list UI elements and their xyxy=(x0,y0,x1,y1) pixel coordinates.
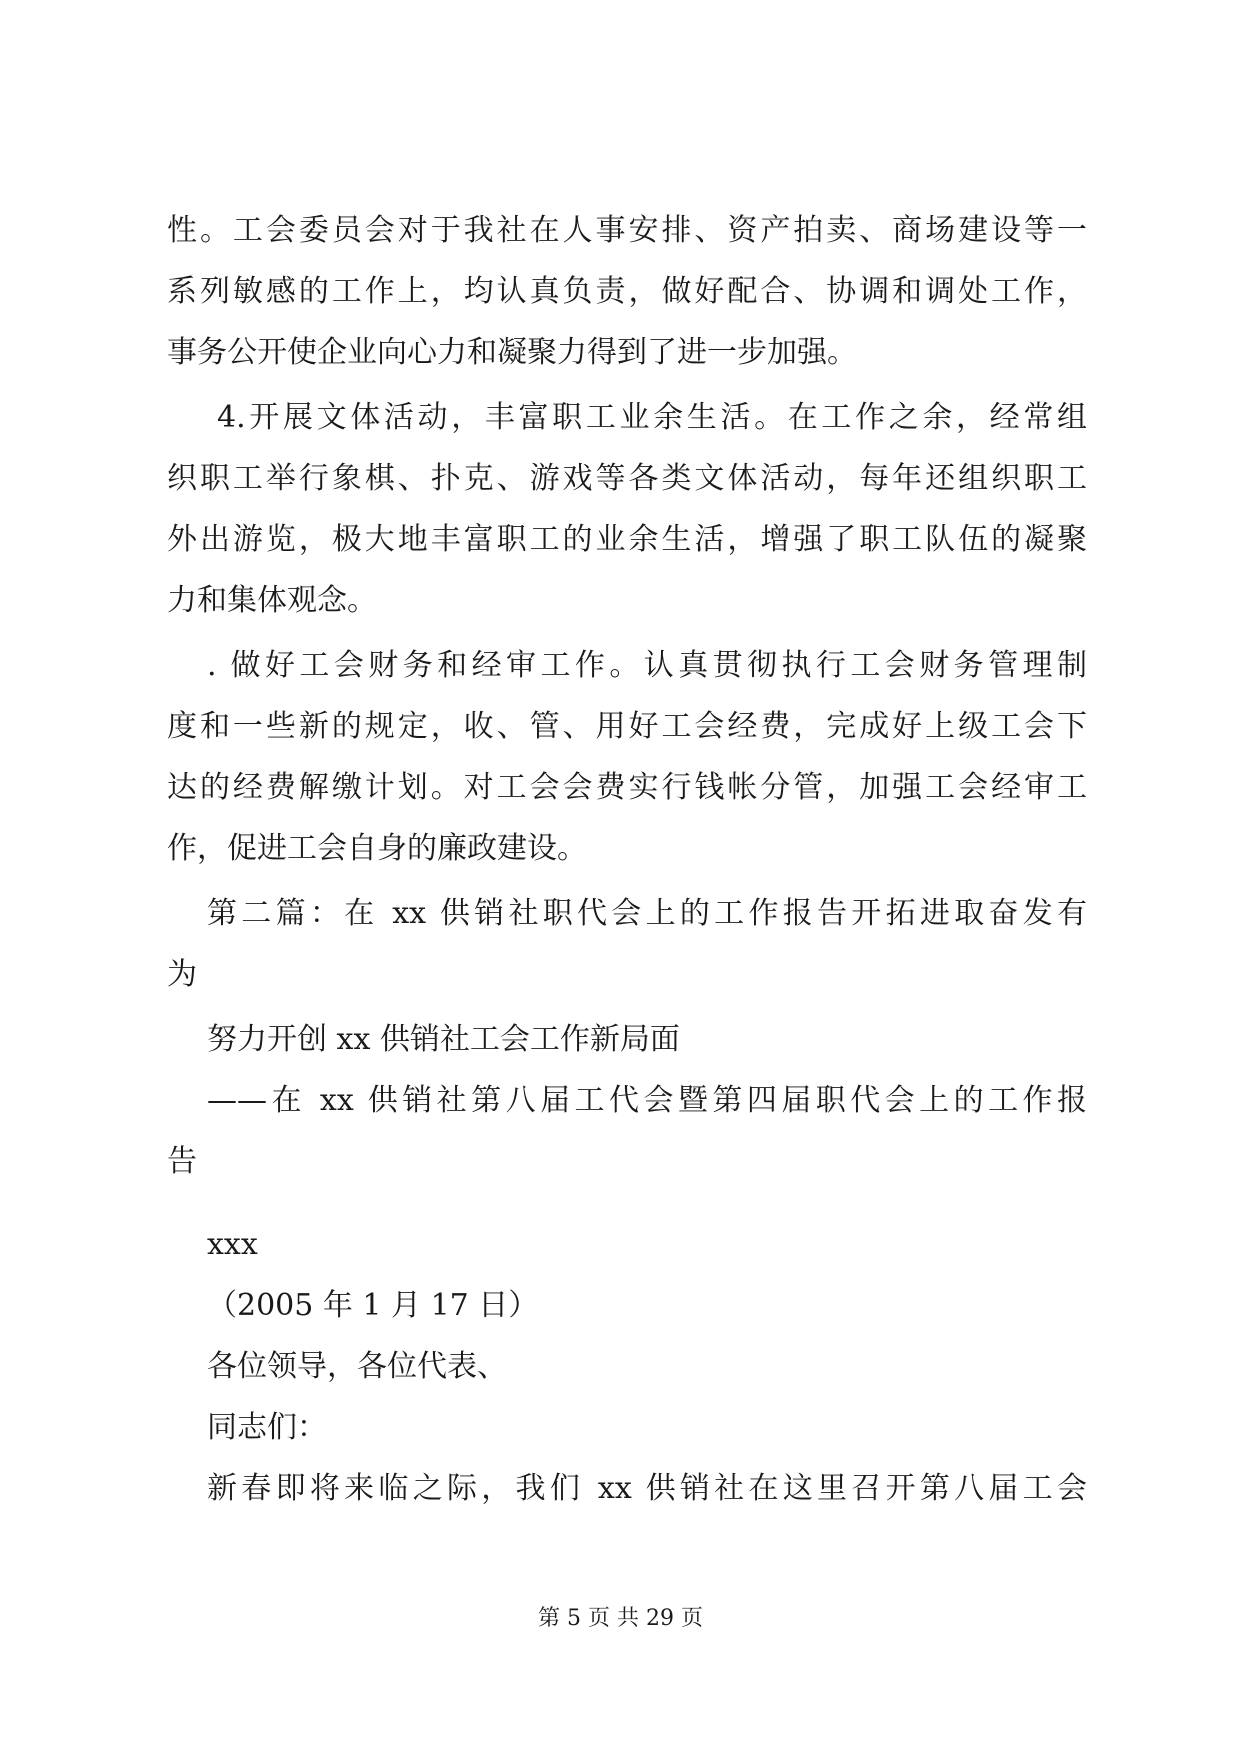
text-line: 作，促进工会自身的廉政建设。 xyxy=(167,831,587,866)
text-line: 性。工会委员会对于我社在人事安排、资产拍卖、商场建设等一 xyxy=(167,213,1087,248)
salutation-line: 同志们： xyxy=(207,1410,327,1445)
text-line: 达的经费解缴计划。对工会会费实行钱帐分管，加强工会经审工 xyxy=(167,770,1087,805)
text-line: 4.开展文体活动，丰富职工业余生活。在工作之余，经常组 xyxy=(217,400,1087,435)
text-line: 系列敏感的工作上，均认真负责，做好配合、协调和调处工作， xyxy=(167,274,1087,309)
salutation-line: 各位领导，各位代表、 xyxy=(207,1349,507,1384)
date-line: （2005 年 1 月 17 日） xyxy=(207,1288,539,1323)
text-line: . 做好工会财务和经审工作。认真贯彻执行工会财务管理制 xyxy=(207,648,1087,683)
section-title-line: 为 xyxy=(167,957,197,992)
report-subtitle-line: ——在 xx 供销社第八届工代会暨第四届职代会上的工作报 xyxy=(207,1083,1087,1118)
report-title: 努力开创 xx 供销社工会工作新局面 xyxy=(207,1022,680,1057)
section-title-line: 第二篇：在 xx 供销社职代会上的工作报告开拓进取奋发有 xyxy=(207,896,1087,931)
text-line: 外出游览，极大地丰富职工的业余生活，增强了职工队伍的凝聚 xyxy=(167,522,1087,557)
body-text xyxy=(167,200,1087,1519)
author-line: xxx xyxy=(207,1227,258,1262)
text-line: 力和集体观念。 xyxy=(167,583,377,618)
page-number: 第 5 页 共 29 页 xyxy=(538,1606,703,1631)
text-line: 新春即将来临之际，我们 xx 供销社在这里召开第八届工会 xyxy=(207,1471,1087,1506)
text-line: 度和一些新的规定，收、管、用好工会经费，完成好上级工会下 xyxy=(167,709,1087,744)
text-line: 事务公开使企业向心力和凝聚力得到了进一步加强。 xyxy=(167,335,857,370)
text-line: 织职工举行象棋、扑克、游戏等各类文体活动，每年还组织职工 xyxy=(167,461,1087,496)
report-subtitle-line: 告 xyxy=(167,1144,197,1179)
